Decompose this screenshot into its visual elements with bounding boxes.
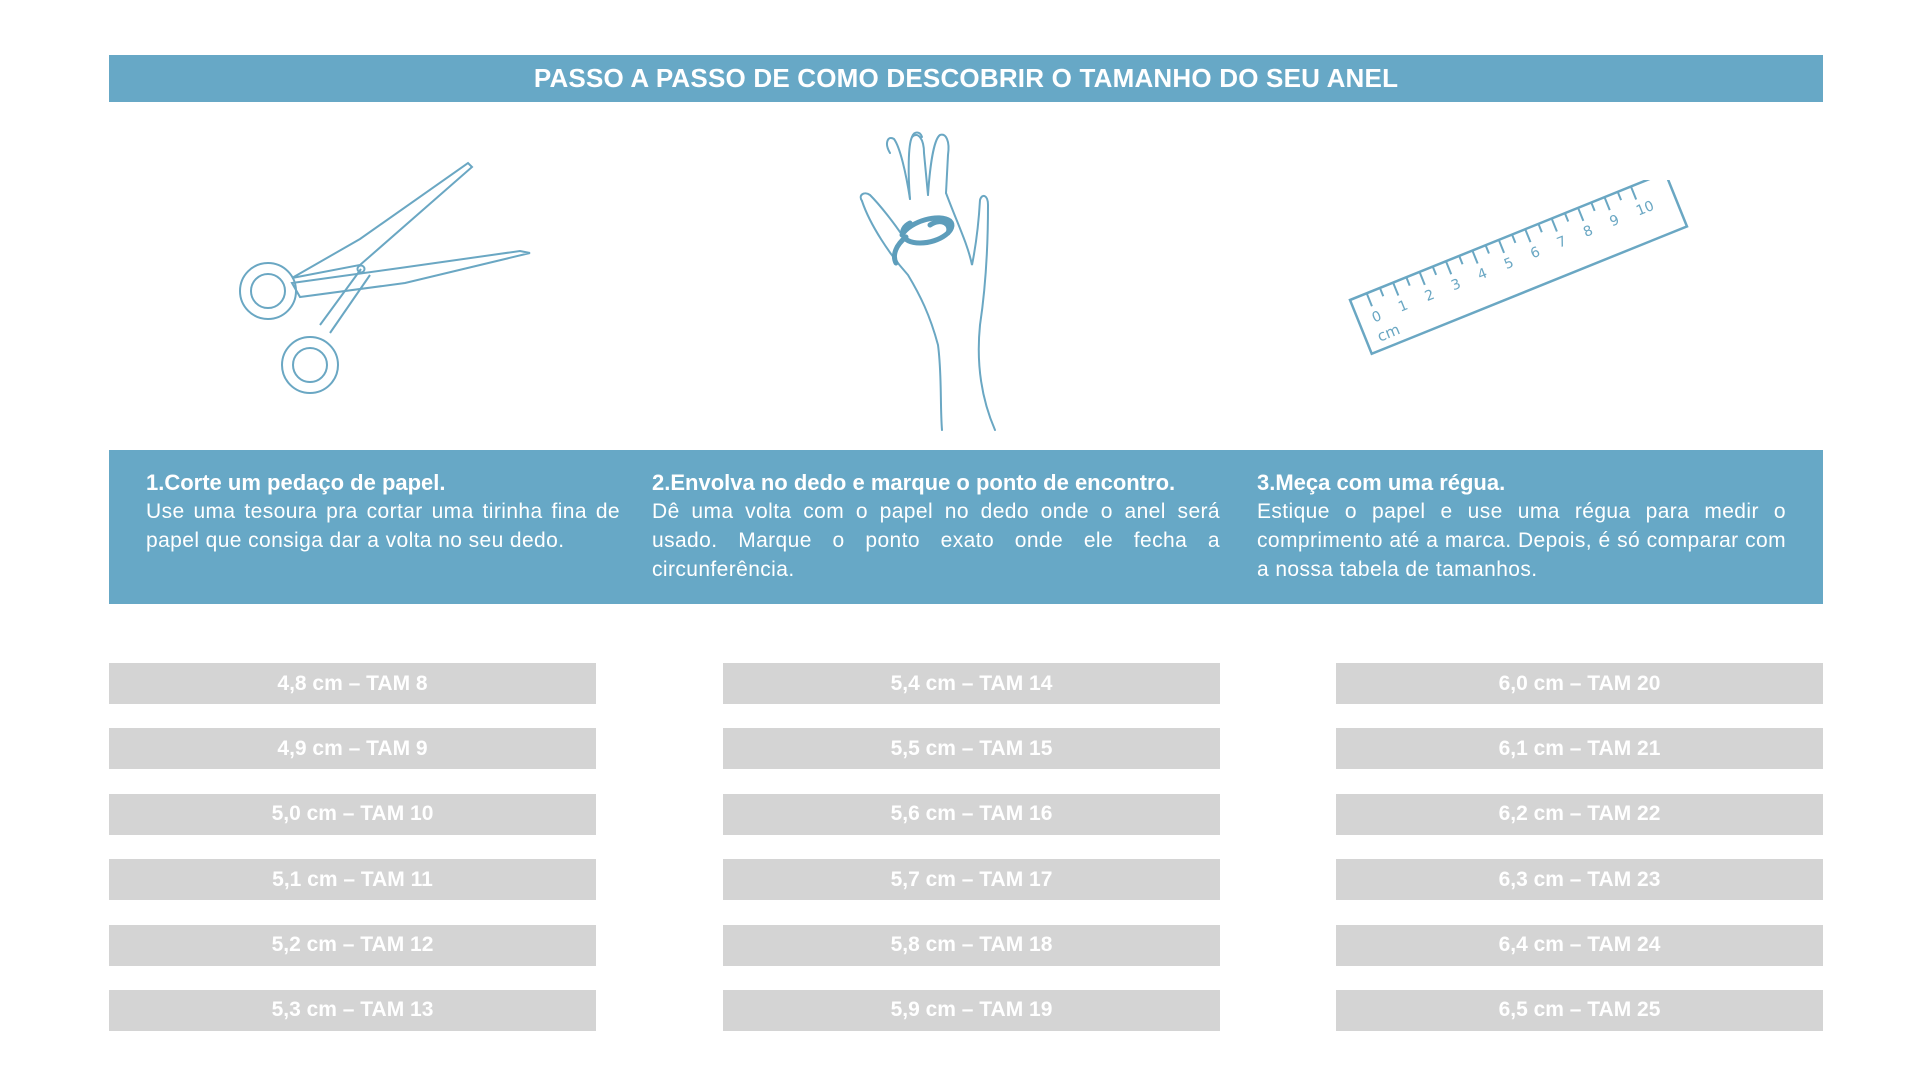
size-row: 5,0 cm – TAM 10: [109, 794, 596, 835]
size-row: 6,1 cm – TAM 21: [1336, 728, 1823, 769]
ruler-tick: [1618, 192, 1621, 200]
size-row: 6,0 cm – TAM 20: [1336, 663, 1823, 704]
ruler-tick-label: 1: [1396, 297, 1411, 316]
ruler-tick: [1538, 224, 1541, 232]
step-2: [652, 468, 1220, 584]
step-2-title: 2.Envolva no dedo e marque o ponto de encontro.: [652, 470, 1176, 495]
size-row: 5,7 cm – TAM 17: [723, 859, 1220, 900]
ruler-tick: [1380, 288, 1383, 296]
page-title: PASSO A PASSO DE COMO DESCOBRIR O TAMANHO DO SEU ANEL: [533, 63, 1399, 93]
ruler-tick: [1631, 186, 1636, 199]
step-3-title: 3.Meça com uma régua.: [1257, 470, 1506, 495]
step-3-description: Estique o papel e use uma régua para medir o comprimento até a marca. Depois, é só comparar com a nossa tabela de tamanhos.: [1257, 500, 1786, 581]
ruler-tick: [1472, 251, 1477, 264]
ruler-tick: [1525, 229, 1530, 242]
size-column-3: [1336, 663, 1823, 1055]
size-row: 4,8 cm – TAM 8: [109, 663, 596, 704]
ruler-tick-label: 6: [1528, 244, 1543, 263]
ruler-tick: [1393, 283, 1398, 296]
ruler-tick: [1446, 261, 1451, 274]
size-row: 5,2 cm – TAM 12: [109, 925, 596, 966]
size-row: 6,3 cm – TAM 23: [1336, 859, 1823, 900]
ruler-icon: [1340, 180, 1710, 380]
size-row: 5,3 cm – TAM 13: [109, 990, 596, 1031]
steps-panel: [109, 450, 1823, 604]
step-1-description: Use uma tesoura pra cortar uma tirinha fina de papel que consiga dar a volta no seu dedo.: [146, 500, 620, 552]
ruler-tick: [1406, 277, 1409, 285]
size-row: 5,6 cm – TAM 16: [723, 794, 1220, 835]
ruler-tick-label: 3: [1448, 276, 1464, 295]
ruler-tick-label: 8: [1581, 222, 1596, 241]
step-1-title: 1.Corte um pedaço de papel.: [146, 470, 446, 495]
size-row: 6,2 cm – TAM 22: [1336, 794, 1823, 835]
size-row: 5,4 cm – TAM 14: [723, 663, 1220, 704]
ruler-unit-label: cm: [1374, 320, 1403, 346]
size-row: 5,9 cm – TAM 19: [723, 990, 1220, 1031]
ruler-tick: [1565, 213, 1568, 221]
ruler-tick-label: 4: [1475, 265, 1490, 284]
ruler-tick-label: 10: [1633, 198, 1657, 220]
size-row: 5,1 cm – TAM 11: [109, 859, 596, 900]
ruler-tick: [1459, 256, 1462, 264]
ruler-tick: [1433, 267, 1436, 275]
hand-with-paper-icon: [850, 125, 1030, 435]
step-3: [1257, 468, 1786, 584]
ruler-tick: [1420, 272, 1425, 285]
ruler-tick: [1499, 240, 1504, 253]
ruler-tick: [1486, 245, 1489, 253]
ruler-tick-label: 0: [1369, 308, 1384, 327]
size-row: 4,9 cm – TAM 9: [109, 728, 596, 769]
ruler-tick: [1512, 235, 1515, 243]
ruler-tick-label: 7: [1554, 233, 1569, 252]
ruler-tick-label: 5: [1501, 254, 1517, 273]
size-row: 6,4 cm – TAM 24: [1336, 925, 1823, 966]
size-row: 5,8 cm – TAM 18: [723, 925, 1220, 966]
step-1: [146, 468, 620, 555]
size-row: 6,5 cm – TAM 25: [1336, 990, 1823, 1031]
size-column-1: [109, 663, 596, 1055]
ruler-tick: [1552, 219, 1557, 232]
ruler-tick: [1367, 293, 1372, 306]
header-bar: [109, 55, 1823, 102]
ruler-tick-label: 9: [1607, 212, 1622, 231]
ruler-tick: [1591, 203, 1594, 211]
ruler-tick: [1605, 197, 1610, 210]
ruler-tick-label: 2: [1422, 286, 1437, 305]
size-row: 5,5 cm – TAM 15: [723, 728, 1220, 769]
size-column-2: [723, 663, 1220, 1055]
step-2-description: Dê uma volta com o papel no dedo onde o anel será usado. Marque o ponto exato onde ele fecha a circunferência.: [652, 500, 1220, 581]
scissors-icon: [230, 155, 540, 405]
ruler-tick: [1578, 208, 1583, 221]
